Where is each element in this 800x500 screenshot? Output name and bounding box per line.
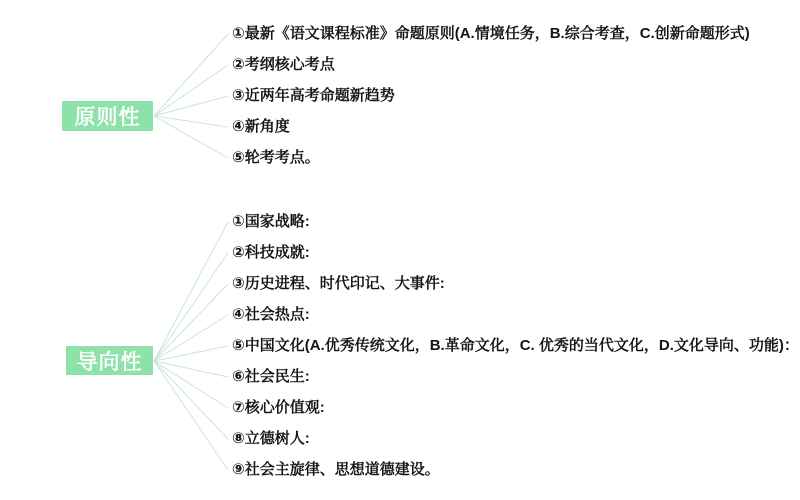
branch-node-orientation — [66, 346, 153, 375]
connector-line — [154, 361, 228, 377]
connector-line — [154, 65, 228, 116]
branch-item: ⑤轮考考点。 — [232, 149, 320, 166]
branch-item: ⑥社会民生: — [232, 368, 310, 385]
branch-item: ②科技成就: — [232, 244, 310, 261]
branch-item: ②考纲核心考点 — [232, 56, 335, 73]
branch-item: ①最新《语文课程标准》命题原则(A.情境任务，B.综合考查，C.创新命题形式) — [232, 25, 750, 42]
branch-item: ①国家战略: — [232, 213, 310, 230]
branch-item: ④社会热点: — [232, 306, 310, 323]
branch-item: ⑦核心价值观: — [232, 399, 325, 416]
connector-line — [154, 96, 228, 116]
branch-node-principle — [62, 101, 153, 131]
connector-line — [154, 116, 228, 158]
connector-line — [154, 361, 228, 470]
branch-item: ④新角度 — [232, 118, 290, 135]
branch-item: ③历史进程、时代印记、大事件: — [232, 275, 445, 292]
connector-line — [154, 346, 228, 361]
branch-item: ③近两年高考命题新趋势 — [232, 87, 395, 104]
branch-item: ⑤中国文化(A.优秀传统文化，B.革命文化，C. 优秀的当代文化，D.文化导向、功能)： — [232, 337, 799, 354]
connector-line — [154, 361, 228, 439]
connector-line — [154, 284, 228, 361]
connector-line — [154, 361, 228, 408]
branch-item: ⑨社会主旋律、思想道德建设。 — [232, 461, 440, 478]
connector-line — [154, 253, 228, 361]
connector-line — [154, 34, 228, 116]
connector-line — [154, 222, 228, 361]
branch-node-label: 导向性 — [76, 350, 143, 374]
connector-line — [154, 116, 228, 127]
branch-node-label: 原则性 — [74, 106, 141, 129]
branch-item: ⑧立德树人: — [232, 430, 310, 447]
